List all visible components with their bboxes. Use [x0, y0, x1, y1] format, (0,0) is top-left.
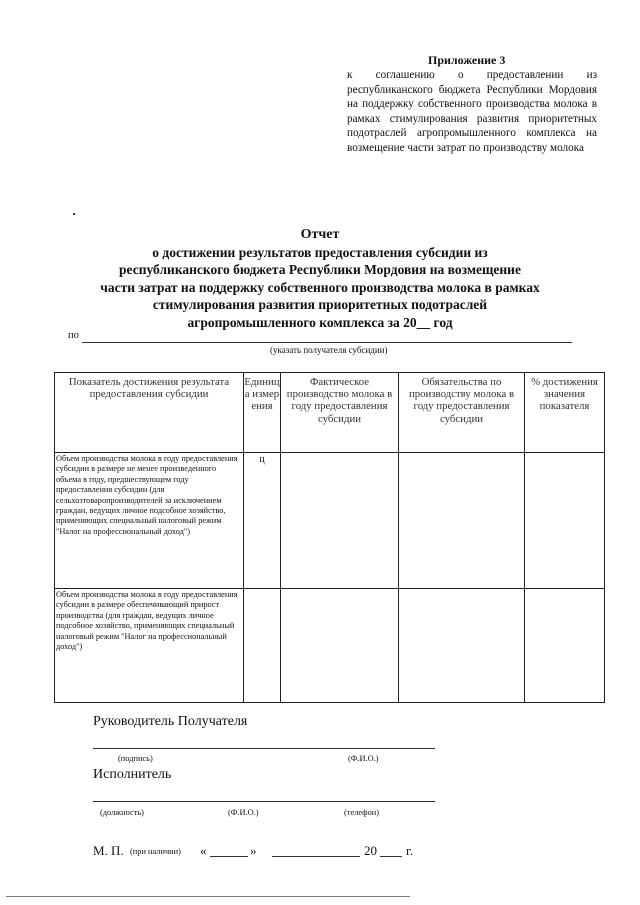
executor-label: Исполнитель: [93, 767, 172, 782]
date-day-line[interactable]: [210, 856, 248, 857]
row-percent-cell[interactable]: [525, 453, 605, 589]
appendix-title: Приложение 3: [428, 53, 506, 67]
date-close-quote: »: [250, 843, 257, 858]
table-header-row: [55, 373, 605, 453]
year-suffix: г.: [406, 843, 414, 858]
stamp-label: М. П.: [93, 843, 124, 858]
row-unit: ц: [244, 453, 281, 589]
recipient-field[interactable]: [82, 342, 572, 343]
report-title-line: республиканского бюджета Республики Мордовия на возмещение: [119, 262, 521, 277]
report-title-line: части затрат на поддержку собственного производства молока в рамках: [100, 279, 540, 295]
table-row: [55, 453, 605, 589]
row-obligation-cell[interactable]: [399, 453, 525, 589]
report-title-line: о достижении результатов предоставления субсидии из: [152, 244, 488, 260]
row-indicator: Объем производства молока в году предоставления субсидии в размере обеспечивающий прирост производства (для граждан, ведущих личное подсобное хозяйство, применяющих специальный налоговый режим "Налог на профессиональный доход"): [55, 589, 244, 703]
recipient-hint: (указать получателя субсидии): [270, 345, 388, 355]
report-title-line: агропромышленного комплекса за 20__ год: [187, 314, 453, 330]
row-percent-cell[interactable]: [525, 589, 605, 703]
year-line[interactable]: [380, 856, 402, 857]
header-percent: % достижения значения показателя: [525, 373, 605, 453]
row-indicator: Объем производства молока в году предоставления субсидии в размере не менее произведенного объема в году, предшествующем году предоставления субсидии (для сельхозтоваропроизводителей за исключением граждан, ведущих личное подсобное хозяйство, применяющих специальный налоговый режим "Налог на профессиональный доход"): [55, 453, 244, 589]
row-actual-cell[interactable]: [281, 453, 399, 589]
row-actual-cell[interactable]: [281, 589, 399, 703]
report-title-line: стимулирования развития приоритетных подотраслей: [152, 297, 488, 312]
recipient-prefix: по: [68, 330, 79, 341]
header-obligation: Обязательства по производству молока в году предоставления субсидии: [399, 373, 525, 453]
fio-hint: (Ф.И.О.): [348, 754, 379, 763]
phone-hint: (телефон): [344, 808, 380, 817]
stamp-note: (при наличии): [130, 847, 181, 856]
bottom-divider: [6, 896, 410, 897]
appendix-text: к соглашению о предоставлении из республиканского бюджета Республики Мордовия на поддержку собственного производства молока в рамках стимулирования развития приоритетных подотраслей агропромышленного комплекса на возмещение части затрат по производству молока: [347, 69, 597, 154]
signature-hint: (подпись): [118, 754, 153, 763]
executor-line[interactable]: [93, 801, 435, 802]
row-obligation-cell[interactable]: [399, 589, 525, 703]
position-hint: (должность): [100, 808, 144, 817]
report-title-line: Отчет: [300, 227, 340, 242]
header-actual: Фактическое производство молока в году предоставления субсидии: [281, 373, 399, 453]
row-unit: [244, 589, 281, 703]
date-month-line[interactable]: [272, 856, 360, 857]
fio-hint-executor: (Ф.И.О.): [228, 808, 259, 817]
scan-speck: [73, 213, 75, 215]
date-open-quote: «: [200, 843, 207, 858]
header-unit: Единица измерения: [244, 373, 281, 453]
head-signature-line[interactable]: [93, 748, 435, 749]
header-indicator: Показатель достижения результата предоставления субсидии: [55, 373, 244, 453]
year-prefix: 20: [364, 843, 377, 858]
report-table: [54, 372, 605, 703]
report-title: [60, 226, 580, 331]
table-row: [55, 589, 605, 703]
head-label: Руководитель Получателя: [93, 714, 248, 729]
